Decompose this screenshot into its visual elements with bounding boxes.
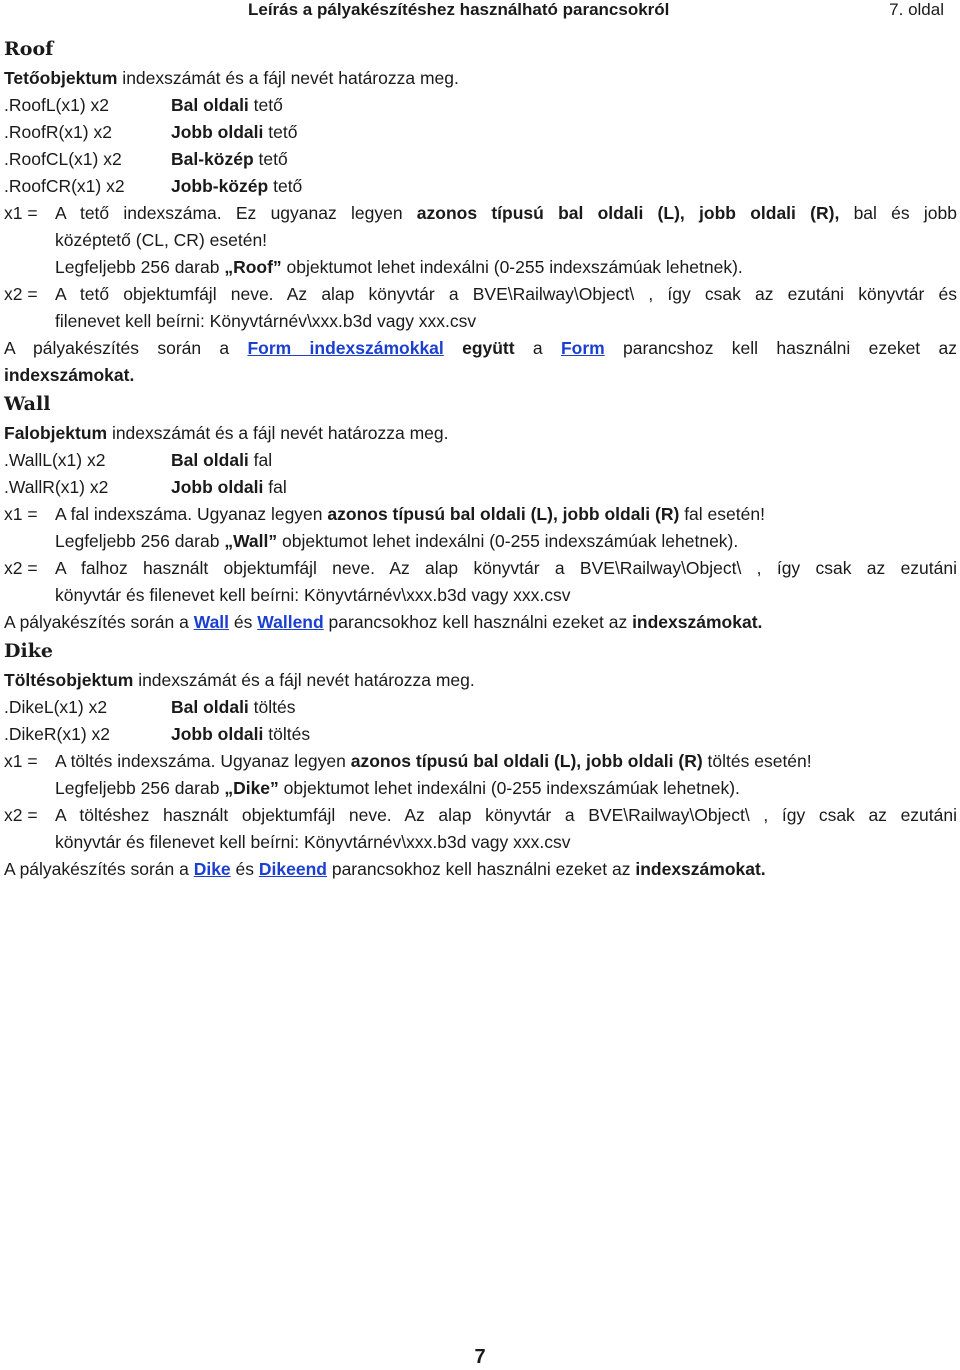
page-number: 7 [474,1346,486,1368]
usage-note: indexszámokat. [4,365,135,385]
param-text: A fal indexszáma. Ugyanaz legyen azonos típusú bal oldali (L), jobb oldali (R) fal esetén! [55,504,765,524]
param-text: A töltéshez használt objektumfájl neve. Az alap könyvtár a BVE\Railway\Object\ , így csak az ezutáni [55,805,957,825]
param-x1 [4,501,957,555]
document-title: Leírás a pályakészítéshez használható parancsokról [248,0,670,19]
param-x2 [4,281,957,335]
param-text: könyvtár és filenevet kell beírni: Könyvtárnév\xxx.b3d vagy xxx.csv [55,832,571,852]
param-text: könyvtár és filenevet kell beírni: Könyvtárnév\xxx.b3d vagy xxx.csv [55,585,571,605]
section-dike [4,636,957,883]
link-wallend[interactable]: Wallend [257,612,324,632]
command-row: .RoofL(x1) x2 Bal oldali tető [4,92,957,119]
command-syntax: .DikeR(x1) x2 [4,724,110,744]
command-row: .RoofCL(x1) x2 Bal-közép tető [4,146,957,173]
command-row: .RoofR(x1) x2 Jobb oldali tető [4,119,957,146]
command-row: .RoofCR(x1) x2 Jobb-közép tető [4,173,957,200]
command-row: .DikeR(x1) x2 Jobb oldali töltés [4,721,957,748]
param-text: Legfeljebb 256 darab „Wall” objektumot lehet indexálni (0-255 indexszámúak lehetnek). [55,531,739,551]
param-text: filenevet kell beírni: Könyvtárnév\xxx.b3d vagy xxx.csv [55,311,477,331]
command-syntax: .RoofCL(x1) x2 [4,149,122,169]
param-x2 [4,802,957,856]
command-row: .WallR(x1) x2 Jobb oldali fal [4,474,957,501]
param-key: x1 = [4,751,38,771]
param-x1 [4,748,957,802]
command-syntax: .RoofR(x1) x2 [4,122,112,142]
param-text: középtető (CL, CR) esetén! [55,230,268,250]
section-heading-roof: Roof [4,38,54,60]
usage-note: A pályakészítés során a Dike és Dikeend parancsokhoz kell használni ezeket az indexszámokat. [4,859,766,879]
section-wall [4,389,957,636]
section-intro: Töltésobjektum indexszámát és a fájl nevét határozza meg. [4,670,475,690]
param-x1 [4,200,957,281]
param-text: A falhoz használt objektumfájl neve. Az alap könyvtár a BVE\Railway\Object\ , így csak az ezutáni [55,558,957,578]
param-key: x1 = [4,504,38,524]
link-dike[interactable]: Dike [193,859,231,879]
command-syntax: .DikeL(x1) x2 [4,697,108,717]
link-wall[interactable]: Wall [193,612,230,632]
param-key: x2 = [4,558,38,578]
link-form[interactable]: Form [560,338,605,358]
header-page-label: 7. oldal [889,0,944,19]
usage-note: A pályakészítés során a Form indexszámokkal együtt a Form parancshoz kell használni ezeket az [4,338,957,358]
section-intro: Falobjektum indexszámát és a fájl nevét határozza meg. [4,423,449,443]
page-header [0,0,960,22]
command-syntax: .RoofCR(x1) x2 [4,176,125,196]
param-key: x2 = [4,284,38,304]
param-text: Legfeljebb 256 darab „Roof” objektumot lehet indexálni (0-255 indexszámúak lehetnek). [55,257,743,277]
param-text: A tető indexszáma. Ez ugyanaz legyen azonos típusú bal oldali (L), jobb oldali (R), bal és jobb [55,203,957,223]
param-x2 [4,555,957,609]
section-heading-wall: Wall [4,393,51,415]
command-syntax: .WallL(x1) x2 [4,450,106,470]
command-row: .WallL(x1) x2 Bal oldali fal [4,447,957,474]
command-syntax: .RoofL(x1) x2 [4,95,110,115]
param-text: A töltés indexszáma. Ugyanaz legyen azonos típusú bal oldali (L), jobb oldali (R) töltés esetén! [55,751,812,771]
section-heading-dike: Dike [4,640,53,662]
link-dikeend[interactable]: Dikeend [258,859,327,879]
param-key: x1 = [4,203,38,223]
param-text: A tető objektumfájl neve. Az alap könyvtár a BVE\Railway\Object\ , így csak az ezutáni könyvtár és [55,284,957,304]
document-body [4,34,957,883]
command-syntax: .WallR(x1) x2 [4,477,109,497]
param-key: x2 = [4,805,38,825]
link-form-indexszamokkal[interactable]: Form indexszámokkal [247,338,444,358]
command-row: .DikeL(x1) x2 Bal oldali töltés [4,694,957,721]
section-roof [4,34,957,389]
usage-note: A pályakészítés során a Wall és Wallend parancsokhoz kell használni ezeket az indexszámokat. [4,612,763,632]
param-text: Legfeljebb 256 darab „Dike” objektumot lehet indexálni (0-255 indexszámúak lehetnek). [55,778,740,798]
section-intro: Tetőobjektum indexszámát és a fájl nevét határozza meg. [4,68,459,88]
